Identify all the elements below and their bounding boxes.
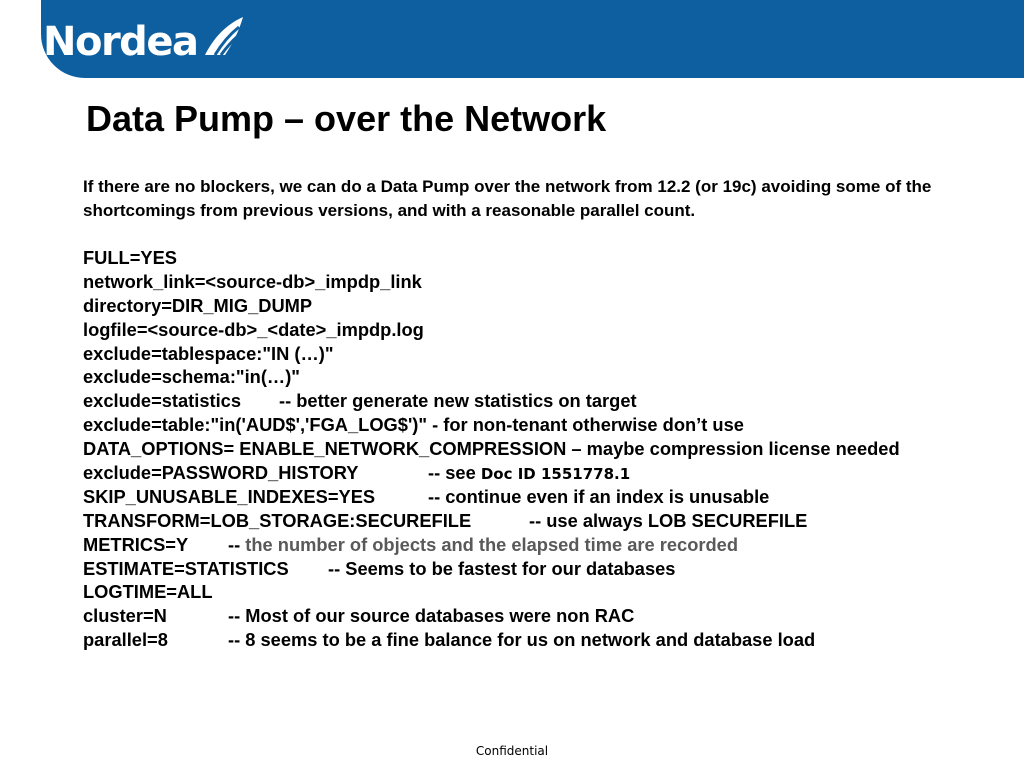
param-line bbox=[83, 365, 900, 389]
param-setting: parallel=8 bbox=[83, 629, 168, 651]
doc-id-reference: Doc ID 1551778.1 bbox=[480, 465, 631, 484]
param-line bbox=[83, 509, 900, 533]
param-line bbox=[83, 437, 900, 461]
param-note: - for non-tenant otherwise don’t use bbox=[432, 414, 744, 436]
param-line bbox=[83, 294, 900, 318]
param-setting: network_link=<source-db>_impdp_link bbox=[83, 270, 422, 292]
param-line bbox=[83, 318, 900, 342]
param-setting: exclude=PASSWORD_HISTORY bbox=[83, 462, 359, 484]
param-setting: ESTIMATE=STATISTICS bbox=[83, 557, 289, 579]
param-line bbox=[83, 485, 900, 509]
param-line bbox=[83, 413, 900, 437]
sail-icon bbox=[199, 15, 247, 61]
nordea-logo bbox=[43, 14, 247, 70]
param-note-prefix: -- bbox=[228, 533, 241, 555]
param-note: -- continue even if an index is unusable bbox=[428, 485, 770, 507]
param-note: -- 8 seems to be a fine balance for us on network and database load bbox=[228, 629, 816, 651]
confidential-footer: Confidential bbox=[475, 744, 549, 758]
param-note: -- Most of our source databases were non RAC bbox=[228, 605, 635, 627]
param-line bbox=[83, 604, 900, 628]
param-setting: FULL=YES bbox=[83, 247, 177, 268]
param-setting: exclude=statistics bbox=[83, 390, 242, 412]
param-setting: directory=DIR_MIG_DUMP bbox=[83, 294, 313, 316]
param-note: the number of objects and the elapsed time are recorded bbox=[245, 533, 738, 555]
param-note: – maybe compression license needed bbox=[571, 438, 900, 460]
param-note: -- Seems to be fastest for our databases bbox=[328, 557, 676, 579]
logo-wordmark: Nordea bbox=[43, 19, 198, 65]
param-line bbox=[83, 533, 900, 557]
param-setting: SKIP_UNUSABLE_INDEXES=YES bbox=[83, 485, 376, 507]
param-line bbox=[83, 389, 900, 413]
param-note: -- better generate new statistics on target bbox=[279, 390, 637, 412]
param-line bbox=[83, 270, 900, 294]
page-title: Data Pump – over the Network bbox=[86, 98, 607, 139]
param-setting: exclude=table:"in('AUD$','FGA_LOG$')" bbox=[83, 414, 428, 436]
param-note: -- see bbox=[428, 462, 476, 484]
intro-paragraph: If there are no blockers, we can do a Data Pump over the network from 12.2 (or 19c) avoiding some of the shortcomings from previous versions, and with a reasonable parallel count. bbox=[83, 177, 932, 220]
param-setting: DATA_OPTIONS= ENABLE_NETWORK_COMPRESSION bbox=[83, 438, 567, 460]
parameter-list bbox=[83, 246, 900, 652]
param-setting: exclude=schema:"in(…)" bbox=[83, 366, 300, 388]
param-setting: TRANSFORM=LOB_STORAGE:SECUREFILE bbox=[83, 509, 472, 531]
param-note: -- use always LOB SECUREFILE bbox=[529, 509, 808, 531]
param-line bbox=[83, 246, 900, 270]
param-setting: LOGTIME=ALL bbox=[83, 581, 213, 603]
param-line bbox=[83, 557, 900, 581]
param-setting: cluster=N bbox=[83, 605, 167, 627]
param-line bbox=[83, 580, 900, 604]
param-line bbox=[83, 461, 900, 485]
param-setting: METRICS=Y bbox=[83, 533, 189, 555]
param-setting: exclude=tablespace:"IN (…)" bbox=[83, 342, 334, 364]
param-setting: logfile=<source-db>_<date>_impdp.log bbox=[83, 318, 424, 340]
param-line bbox=[83, 342, 900, 366]
param-line bbox=[83, 628, 900, 652]
